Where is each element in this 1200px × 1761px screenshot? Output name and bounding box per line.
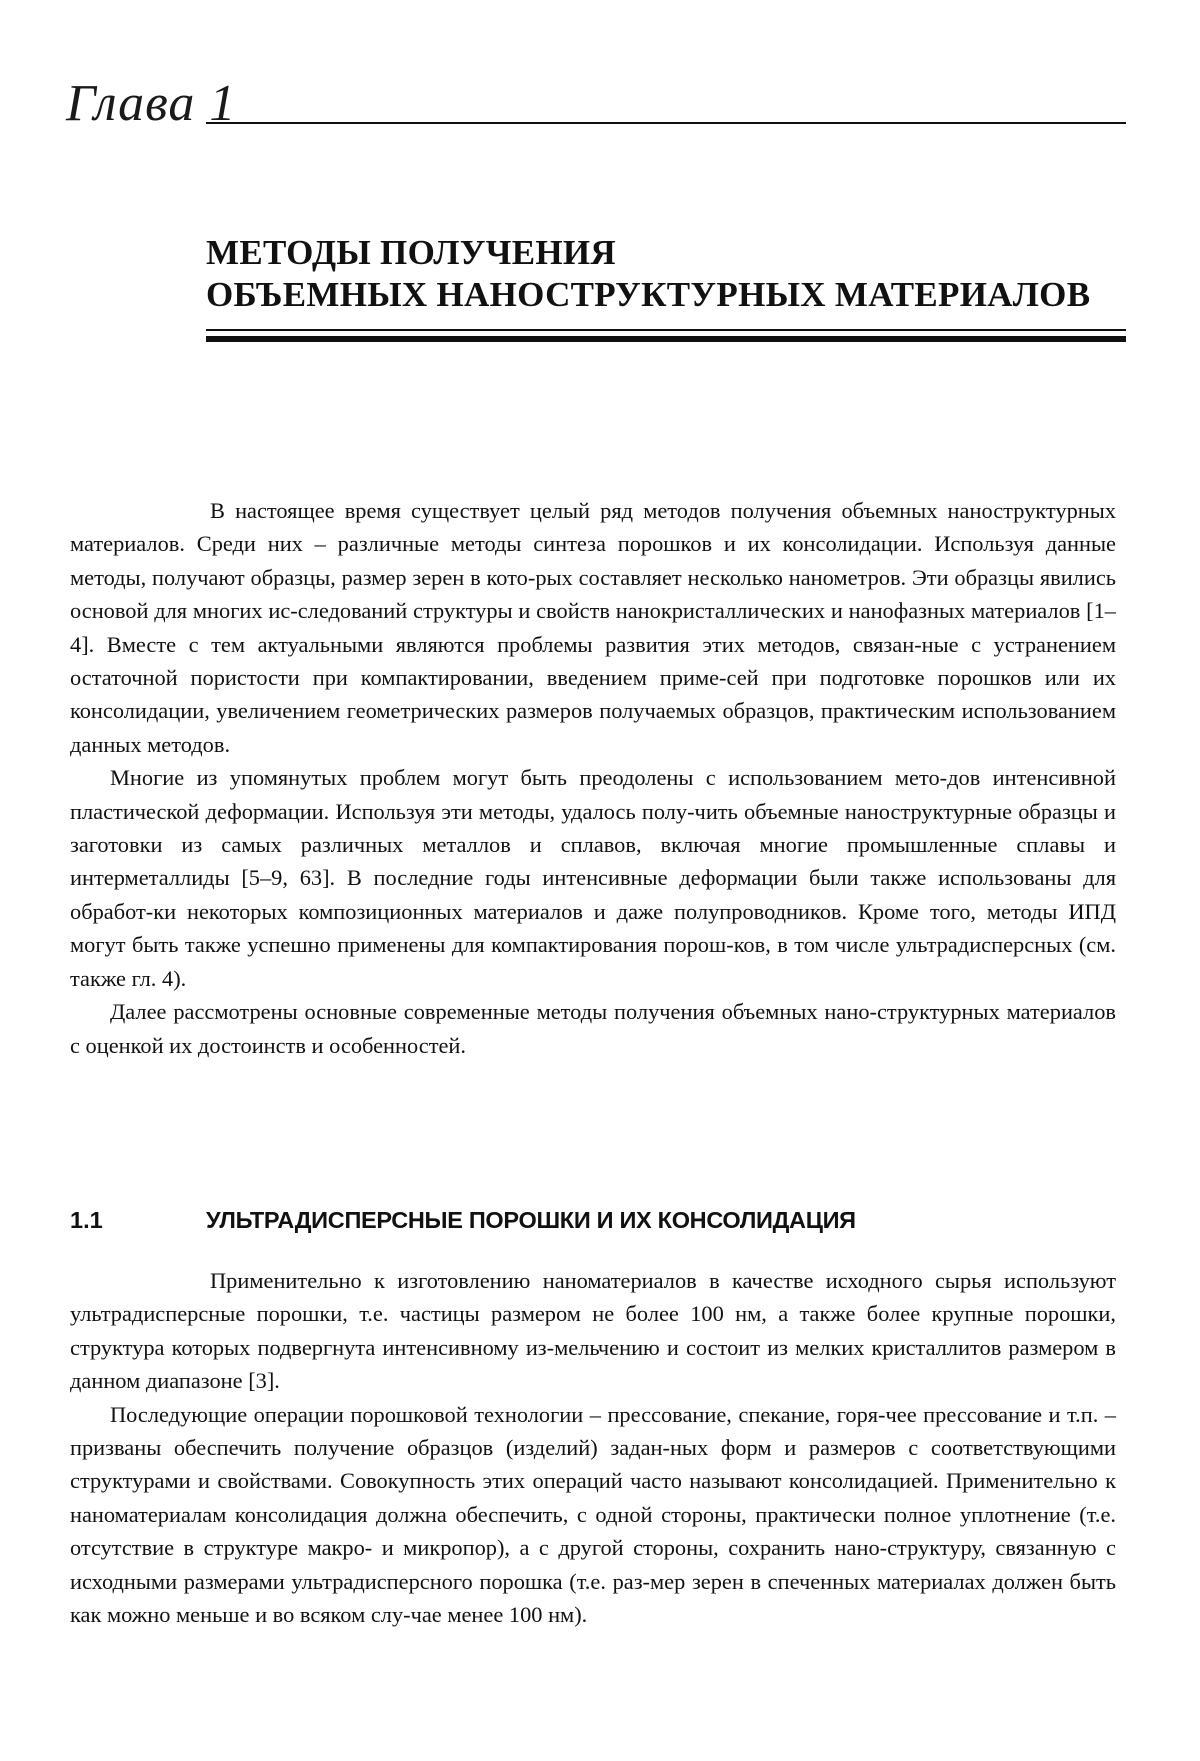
chapter-label: Глава 1 <box>66 75 237 132</box>
section-number: 1.1 <box>70 1207 103 1233</box>
chapter-header-rule <box>206 122 1126 124</box>
intro-text <box>70 494 1116 1062</box>
paragraph: Применительно к изготовлению наноматериалов в качестве исходного сырья используют ультрадисперсные порошки, т.е. частицы размером не более 100 нм, а также более крупные порошки, структура которых подвергнута интенсивному из-мельчению и состоит из мелких кристаллитов размером в данном диапазоне [3]. <box>70 1268 1116 1394</box>
chapter-title <box>206 232 1106 316</box>
chapter-header <box>66 75 1126 132</box>
title-rule-thick <box>206 336 1126 342</box>
chapter-title-line-2: ОБЪЕМНЫХ НАНОСТРУКТУРНЫХ МАТЕРИАЛОВ <box>206 275 1091 314</box>
paragraph: Далее рассмотрены основные современные методы получения объемных нано-структурных материалов с оценкой их достоинств и особенностей. <box>70 999 1116 1058</box>
title-rule-thin <box>206 329 1126 331</box>
paragraph: Последующие операции порошковой технологии – прессование, спекание, горя-чее прессование и т.п. – призваны обеспечить получение образцов (изделий) задан-ных форм и размеров с соответствующими структурами и свойствами. Совокупность этих операций часто называют консолидацией. Применительно к наноматериалам консолидация должна обеспечить, с одной стороны, практически полное уплотнение (т.е. отсутствие в структуре макро- и микропор), а с другой стороны, сохранить нано-структуру, связанную с исходными размерами ультрадисперсного порошка (т.е. раз-мер зерен в спеченных материалах должен быть как можно меньше и во всяком слу-чае менее 100 нм). <box>70 1401 1116 1628</box>
paragraph: Многие из упомянутых проблем могут быть преодолены с использованием мето-дов интенсивной пластической деформации. Используя эти методы, удалось полу-чить объемные наноструктурные образцы и заготовки из самых различных металлов и сплавов, включая многие промышленные сплавы и интерметаллиды [5–9, 63]. В последние годы интенсивные деформации были также использованы для обработ-ки некоторых композиционных материалов и даже полупроводников. Кроме того, методы ИПД могут быть также успешно применены для компактирования порош-ков, в том числе ультрадисперсных (см. также гл. 4). <box>70 765 1116 991</box>
section-heading <box>70 1203 1116 1237</box>
paragraph: В настоящее время существует целый ряд методов получения объемных наноструктурных материалов. Среди них – различные методы синтеза порошков и их консолидации. Используя данные методы, получают образцы, размер зерен в кото-рых составляет несколько нанометров. Эти образцы явились основой для многих ис-следований структуры и свойств нанокристаллических и нанофазных материалов [1–4]. Вместе с тем актуальными являются проблемы развития этих методов, связан-ные с устранением остаточной пористости при компактировании, введением приме-сей при подготовке порошков или их консолидации, увеличением геометрических размеров получаемых образцов, практическим использованием данных методов. <box>70 498 1116 757</box>
section-title: УЛЬТРАДИСПЕРСНЫЕ ПОРОШКИ И ИХ КОНСОЛИДАЦИЯ <box>206 1207 856 1233</box>
section-text <box>70 1264 1116 1631</box>
chapter-title-line-1: МЕТОДЫ ПОЛУЧЕНИЯ <box>206 233 616 272</box>
